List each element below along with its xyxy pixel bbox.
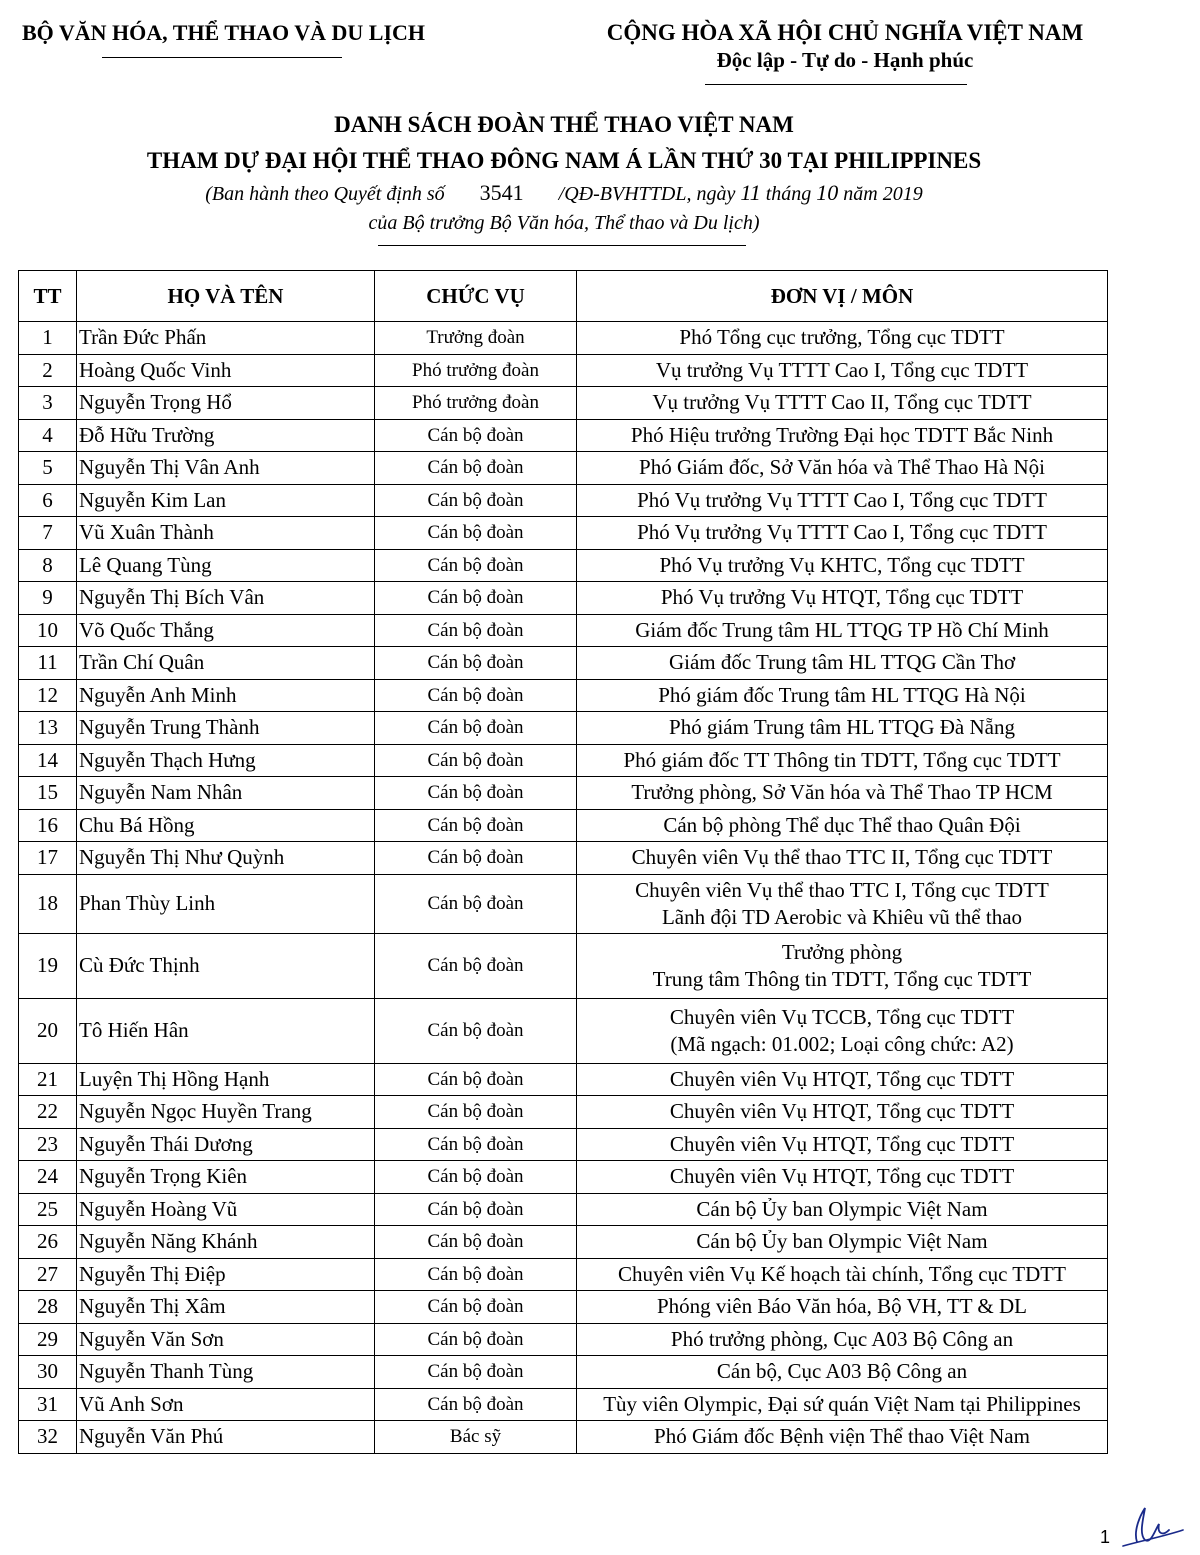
cell-name: Trần Đức Phấn <box>77 322 375 355</box>
cell-role: Cán bộ đoàn <box>375 549 577 582</box>
cell-name: Nguyễn Thị Như Quỳnh <box>77 842 375 875</box>
cell-role: Cán bộ đoàn <box>375 647 577 680</box>
header-role: CHỨC VỤ <box>375 271 577 322</box>
cell-name: Vũ Anh Sơn <box>77 1388 375 1421</box>
cell-role: Cán bộ đoàn <box>375 777 577 810</box>
cell-tt: 19 <box>19 933 77 998</box>
cell-unit-line: Tùy viên Olympic, Đại sứ quán Việt Nam tại Philippines <box>603 1391 1081 1416</box>
cell-unit <box>577 1258 1108 1291</box>
cell-name: Nguyễn Ngọc Huyền Trang <box>77 1096 375 1129</box>
cell-unit <box>577 582 1108 615</box>
cell-unit <box>577 998 1108 1063</box>
cell-role: Cán bộ đoàn <box>375 1063 577 1096</box>
cell-unit-line: Chuyên viên Vụ HTQT, Tổng cục TDTT <box>669 1099 1015 1124</box>
cell-role: Cán bộ đoàn <box>375 1258 577 1291</box>
cell-unit-line: Trưởng phòng <box>781 939 903 964</box>
cell-name: Nguyễn Thị Bích Vân <box>77 582 375 615</box>
cell-unit <box>577 679 1108 712</box>
cell-name: Hoàng Quốc Vinh <box>77 354 375 387</box>
table-row <box>19 777 1108 810</box>
cell-unit <box>577 1356 1108 1389</box>
decree-number: 3541 <box>479 180 524 205</box>
cell-unit <box>577 1128 1108 1161</box>
cell-role: Cán bộ đoàn <box>375 419 577 452</box>
table-row <box>19 1356 1108 1389</box>
table-row <box>19 549 1108 582</box>
table-row <box>19 1323 1108 1356</box>
motto-underline <box>705 84 967 85</box>
initials-signature <box>1115 1500 1185 1550</box>
table-row <box>19 517 1108 550</box>
table-row <box>19 809 1108 842</box>
cell-name: Võ Quốc Thắng <box>77 614 375 647</box>
cell-unit-line: Phó giám Trung tâm HL TTQG Đà Nẵng <box>669 715 1015 740</box>
cell-role: Cán bộ đoàn <box>375 1193 577 1226</box>
table-row <box>19 874 1108 933</box>
cell-tt: 17 <box>19 842 77 875</box>
cell-unit <box>577 777 1108 810</box>
cell-unit-line: Chuyên viên Vụ thể thao TTC II, Tổng cục TDTT <box>631 845 1053 870</box>
cell-name: Nguyễn Thạch Hưng <box>77 744 375 777</box>
cell-unit-line-2: (Mã ngạch: 01.002; Loại công chức: A2) <box>670 1031 1014 1056</box>
cell-unit-line: Chuyên viên Vụ HTQT, Tổng cục TDTT <box>669 1164 1015 1189</box>
cell-unit <box>577 874 1108 933</box>
cell-unit-line: Cán bộ, Cục A03 Bộ Công an <box>716 1359 968 1384</box>
decree-year: năm 2019 <box>843 183 923 205</box>
cell-tt: 3 <box>19 387 77 420</box>
cell-role: Cán bộ đoàn <box>375 1388 577 1421</box>
cell-role: Cán bộ đoàn <box>375 1356 577 1389</box>
cell-unit <box>577 1161 1108 1194</box>
cell-name: Chu Bá Hồng <box>77 809 375 842</box>
table-row <box>19 1161 1108 1194</box>
header-unit: ĐƠN VỊ / MÔN <box>577 271 1108 322</box>
cell-unit-line: Cán bộ Ủy ban Olympic Việt Nam <box>696 1229 988 1254</box>
cell-name: Nguyễn Thị Vân Anh <box>77 452 375 485</box>
cell-role: Cán bộ đoàn <box>375 614 577 647</box>
nation-name: CỘNG HÒA XÃ HỘI CHỦ NGHĨA VIỆT NAM <box>606 20 1084 45</box>
cell-unit <box>577 614 1108 647</box>
cell-unit <box>577 1226 1108 1259</box>
table-row <box>19 744 1108 777</box>
cell-name: Nguyễn Anh Minh <box>77 679 375 712</box>
cell-unit <box>577 387 1108 420</box>
cell-role: Cán bộ đoàn <box>375 1128 577 1161</box>
cell-role: Cán bộ đoàn <box>375 1161 577 1194</box>
table-row <box>19 712 1108 745</box>
cell-role: Cán bộ đoàn <box>375 484 577 517</box>
cell-name: Cù Đức Thịnh <box>77 933 375 998</box>
table-row <box>19 484 1108 517</box>
cell-role: Phó trưởng đoàn <box>375 387 577 420</box>
cell-name: Nguyễn Trung Thành <box>77 712 375 745</box>
cell-tt: 10 <box>19 614 77 647</box>
cell-tt: 12 <box>19 679 77 712</box>
table-row <box>19 387 1108 420</box>
cell-name: Nguyễn Thị Xâm <box>77 1291 375 1324</box>
cell-unit <box>577 549 1108 582</box>
cell-unit-line: Trưởng phòng, Sở Văn hóa và Thể Thao TP HCM <box>631 780 1053 805</box>
cell-name: Phan Thùy Linh <box>77 874 375 933</box>
cell-unit-line: Phó Giám đốc, Sở Văn hóa và Thể Thao Hà Nội <box>639 455 1045 480</box>
cell-tt: 31 <box>19 1388 77 1421</box>
cell-unit-line: Phó Giám đốc Bệnh viện Thể thao Việt Nam <box>654 1424 1030 1449</box>
cell-unit <box>577 1291 1108 1324</box>
cell-tt: 27 <box>19 1258 77 1291</box>
cell-unit <box>577 484 1108 517</box>
table-row <box>19 1421 1108 1454</box>
table-row <box>19 1063 1108 1096</box>
cell-role: Cán bộ đoàn <box>375 1291 577 1324</box>
cell-unit <box>577 744 1108 777</box>
table-row <box>19 1388 1108 1421</box>
cell-unit <box>577 1323 1108 1356</box>
cell-tt: 16 <box>19 809 77 842</box>
cell-unit-line: Vụ trưởng Vụ TTTT Cao II, Tổng cục TDTT <box>652 390 1032 415</box>
decree-day: 11 <box>740 180 761 205</box>
table-row <box>19 679 1108 712</box>
cell-unit-line: Phó Vụ trưởng Vụ TTTT Cao I, Tổng cục TDTT <box>637 520 1047 545</box>
cell-name: Trần Chí Quân <box>77 647 375 680</box>
cell-name: Tô Hiến Hân <box>77 998 375 1063</box>
cell-tt: 5 <box>19 452 77 485</box>
cell-name: Nguyễn Thị Điệp <box>77 1258 375 1291</box>
cell-name: Vũ Xuân Thành <box>77 517 375 550</box>
table-row <box>19 1096 1108 1129</box>
cell-unit <box>577 1388 1108 1421</box>
cell-unit <box>577 809 1108 842</box>
cell-unit-line: Phó giám đốc TT Thông tin TDTT, Tổng cục TDTT <box>623 747 1061 772</box>
table-body <box>19 322 1108 1454</box>
cell-unit <box>577 1063 1108 1096</box>
cell-tt: 2 <box>19 354 77 387</box>
cell-unit <box>577 842 1108 875</box>
nation-header <box>590 20 1100 73</box>
cell-role: Cán bộ đoàn <box>375 1226 577 1259</box>
table-row <box>19 614 1108 647</box>
cell-unit-line-2: Trung tâm Thông tin TDTT, Tổng cục TDTT <box>652 966 1032 991</box>
decree-prefix: (Ban hành theo Quyết định số <box>205 183 445 205</box>
cell-name: Nguyễn Năng Khánh <box>77 1226 375 1259</box>
cell-tt: 28 <box>19 1291 77 1324</box>
cell-tt: 14 <box>19 744 77 777</box>
cell-role: Cán bộ đoàn <box>375 1323 577 1356</box>
decree-month: 10 <box>816 180 839 205</box>
cell-role: Trưởng đoàn <box>375 322 577 355</box>
cell-tt: 1 <box>19 322 77 355</box>
cell-unit-line: Phóng viên Báo Văn hóa, Bộ VH, TT & DL <box>656 1294 1028 1319</box>
cell-unit-line: Phó Tổng cục trưởng, Tổng cục TDTT <box>679 325 1005 350</box>
cell-unit <box>577 322 1108 355</box>
cell-unit-line: Phó giám đốc Trung tâm HL TTQG Hà Nội <box>658 682 1026 707</box>
cell-role: Cán bộ đoàn <box>375 744 577 777</box>
document-subtitle: THAM DỰ ĐẠI HỘI THỂ THAO ĐÔNG NAM Á LẦN THỨ 30 TẠI PHILIPPINES <box>146 148 982 173</box>
cell-unit <box>577 419 1108 452</box>
cell-unit <box>577 933 1108 998</box>
cell-tt: 7 <box>19 517 77 550</box>
cell-name: Nguyễn Văn Phú <box>77 1421 375 1454</box>
table-row <box>19 842 1108 875</box>
table-row <box>19 1193 1108 1226</box>
cell-tt: 13 <box>19 712 77 745</box>
table-row <box>19 354 1108 387</box>
cell-unit-line: Phó Vụ trưởng Vụ TTTT Cao I, Tổng cục TDTT <box>637 487 1047 512</box>
table-row <box>19 582 1108 615</box>
header-name: HỌ VÀ TÊN <box>77 271 375 322</box>
cell-name: Nguyễn Thanh Tùng <box>77 1356 375 1389</box>
cell-role: Cán bộ đoàn <box>375 874 577 933</box>
cell-tt: 6 <box>19 484 77 517</box>
cell-name: Nguyễn Trọng Hổ <box>77 387 375 420</box>
cell-unit <box>577 1193 1108 1226</box>
cell-unit <box>577 517 1108 550</box>
cell-role: Cán bộ đoàn <box>375 517 577 550</box>
cell-role: Cán bộ đoàn <box>375 842 577 875</box>
cell-tt: 4 <box>19 419 77 452</box>
cell-name: Nguyễn Trọng Kiên <box>77 1161 375 1194</box>
cell-name: Luyện Thị Hồng Hạnh <box>77 1063 375 1096</box>
cell-unit <box>577 647 1108 680</box>
cell-unit <box>577 712 1108 745</box>
cell-tt: 25 <box>19 1193 77 1226</box>
table-row <box>19 419 1108 452</box>
cell-role: Bác sỹ <box>375 1421 577 1454</box>
cell-name: Đỗ Hữu Trường <box>77 419 375 452</box>
cell-name: Lê Quang Tùng <box>77 549 375 582</box>
table-row <box>19 1128 1108 1161</box>
decree-issuer: của Bộ trưởng Bộ Văn hóa, Thể thao và Du lịch) <box>368 212 760 234</box>
cell-role: Cán bộ đoàn <box>375 1096 577 1129</box>
cell-unit-line: Cán bộ Ủy ban Olympic Việt Nam <box>696 1196 988 1221</box>
page-number: 1 <box>1100 1527 1111 1547</box>
cell-unit <box>577 354 1108 387</box>
cell-tt: 24 <box>19 1161 77 1194</box>
cell-unit-line: Chuyên viên Vụ TCCB, Tổng cục TDTT <box>669 1004 1015 1029</box>
decree-reference <box>0 180 1128 206</box>
cell-role: Cán bộ đoàn <box>375 712 577 745</box>
decree-month-word: tháng <box>765 183 812 205</box>
cell-tt: 18 <box>19 874 77 933</box>
cell-name: Nguyễn Hoàng Vũ <box>77 1193 375 1226</box>
cell-unit <box>577 1096 1108 1129</box>
cell-tt: 20 <box>19 998 77 1063</box>
table-row <box>19 998 1108 1063</box>
cell-tt: 30 <box>19 1356 77 1389</box>
cell-name: Nguyễn Kim Lan <box>77 484 375 517</box>
ministry-name: BỘ VĂN HÓA, THỂ THAO VÀ DU LỊCH <box>22 20 426 45</box>
cell-unit-line: Vụ trưởng Vụ TTTT Cao I, Tổng cục TDTT <box>655 357 1029 382</box>
cell-role: Cán bộ đoàn <box>375 933 577 998</box>
cell-role: Cán bộ đoàn <box>375 452 577 485</box>
cell-unit-line: Giám đốc Trung tâm HL TTQG Cần Thơ <box>668 650 1016 675</box>
cell-role: Cán bộ đoàn <box>375 809 577 842</box>
cell-tt: 15 <box>19 777 77 810</box>
decree-code: /QĐ-BVHTTDL, ngày <box>558 183 736 205</box>
cell-tt: 8 <box>19 549 77 582</box>
cell-tt: 9 <box>19 582 77 615</box>
cell-name: Nguyễn Thái Dương <box>77 1128 375 1161</box>
document-title: DANH SÁCH ĐOÀN THỂ THAO VIỆT NAM <box>334 112 794 137</box>
cell-tt: 11 <box>19 647 77 680</box>
cell-tt: 21 <box>19 1063 77 1096</box>
cell-role: Phó trưởng đoàn <box>375 354 577 387</box>
decree-underline <box>378 245 746 246</box>
cell-unit-line: Chuyên viên Vụ Kế hoạch tài chính, Tổng cục TDTT <box>618 1261 1066 1286</box>
cell-role: Cán bộ đoàn <box>375 998 577 1063</box>
cell-unit-line: Chuyên viên Vụ HTQT, Tổng cục TDTT <box>669 1131 1015 1156</box>
table-header-row <box>19 271 1108 322</box>
cell-tt: 22 <box>19 1096 77 1129</box>
cell-unit-line: Giám đốc Trung tâm HL TTQG TP Hồ Chí Minh <box>635 617 1049 642</box>
table-row <box>19 1258 1108 1291</box>
ministry-underline <box>102 57 342 58</box>
table-row <box>19 647 1108 680</box>
cell-unit <box>577 452 1108 485</box>
cell-unit-line: Phó Vụ trưởng Vụ KHTC, Tổng cục TDTT <box>659 552 1025 577</box>
nation-motto: Độc lập - Tự do - Hạnh phúc <box>716 48 974 72</box>
ministry-header <box>22 20 452 46</box>
cell-unit-line-2: Lãnh đội TD Aerobic và Khiêu vũ thể thao <box>661 904 1023 929</box>
table-row <box>19 1226 1108 1259</box>
cell-unit-line: Phó Vụ trưởng Vụ HTQT, Tổng cục TDTT <box>660 585 1024 610</box>
table-row <box>19 933 1108 998</box>
cell-tt: 23 <box>19 1128 77 1161</box>
header-tt: TT <box>19 271 77 322</box>
cell-unit-line: Chuyên viên Vụ HTQT, Tổng cục TDTT <box>669 1066 1015 1091</box>
cell-unit-line: Cán bộ phòng Thể dục Thể thao Quân Đội <box>663 812 1021 837</box>
cell-name: Nguyễn Văn Sơn <box>77 1323 375 1356</box>
table-row <box>19 1291 1108 1324</box>
cell-name: Nguyễn Nam Nhân <box>77 777 375 810</box>
cell-role: Cán bộ đoàn <box>375 582 577 615</box>
cell-unit-line: Chuyên viên Vụ thể thao TTC I, Tổng cục TDTT <box>635 877 1049 902</box>
cell-tt: 29 <box>19 1323 77 1356</box>
cell-role: Cán bộ đoàn <box>375 679 577 712</box>
cell-unit-line: Phó trưởng phòng, Cục A03 Bộ Công an <box>670 1326 1014 1351</box>
table-row <box>19 322 1108 355</box>
cell-tt: 26 <box>19 1226 77 1259</box>
cell-tt: 32 <box>19 1421 77 1454</box>
table-row <box>19 452 1108 485</box>
cell-unit <box>577 1421 1108 1454</box>
delegation-table <box>18 270 1108 1454</box>
cell-unit-line: Phó Hiệu trưởng Trường Đại học TDTT Bắc Ninh <box>630 422 1054 447</box>
